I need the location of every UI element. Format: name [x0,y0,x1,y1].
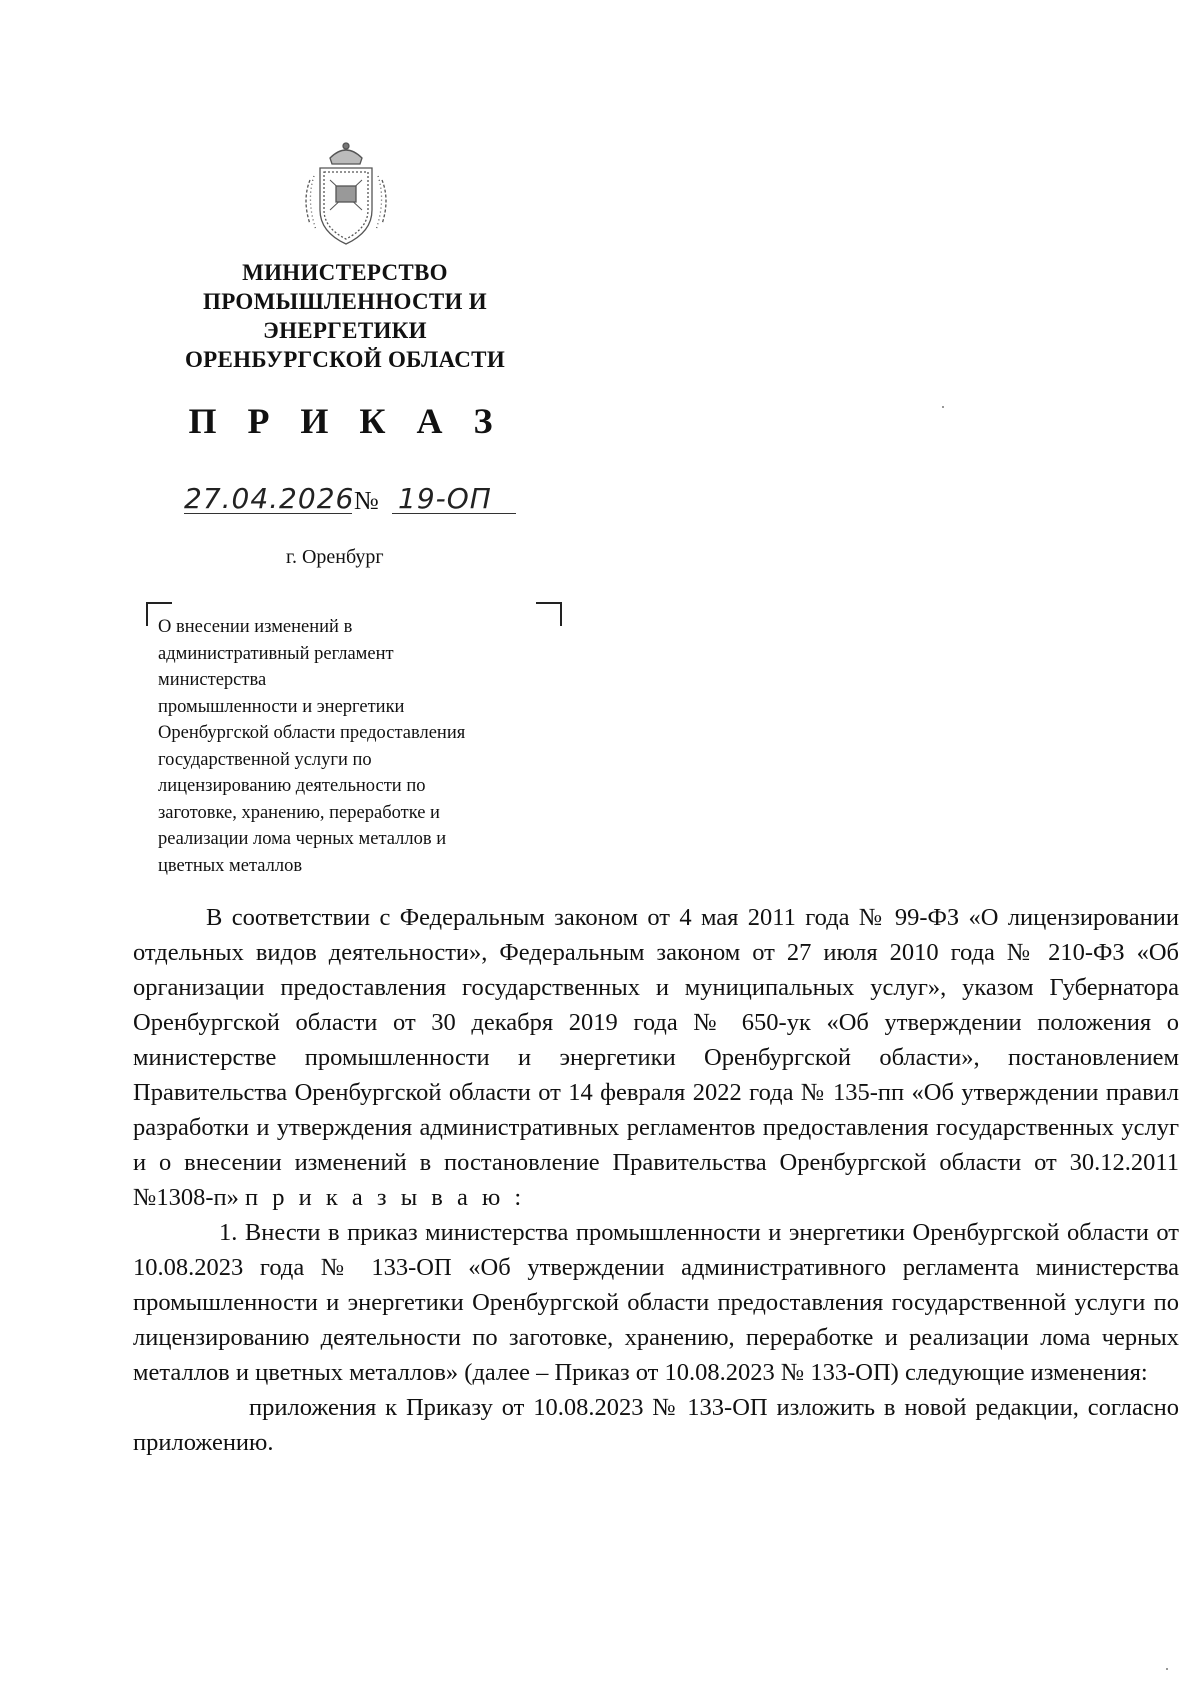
handwritten-date: 27.04.2026 [184,482,355,515]
subject-line: реализации лома черных металлов и [158,829,447,849]
ministry-line: МИНИСТЕРСТВО [242,260,448,285]
subject-line: цветных металлов [158,855,303,876]
city-label: г. Оренбург [286,546,384,568]
subject-line: административный регламент [158,643,394,664]
item-1-sub-paragraph: приложения к Приказу от 10.08.2023 № 133-ОП изложить в новой редакции, согласно приложению. [133,1394,1179,1456]
subject-line: промышленности и энергетики [158,696,405,717]
number-underline [392,513,516,514]
scan-speck [942,406,944,408]
document-body [133,900,1179,1460]
date-underline [184,513,352,514]
registration-line [184,482,584,522]
subject-line: Оренбургской области предоставления [158,723,466,743]
scan-speck [1166,1668,1168,1670]
number-sign: № [354,486,379,515]
coat-of-arms-emblem [300,140,392,248]
subject-line: лицензированию деятельности по [158,776,426,796]
ministry-name [150,258,540,374]
preamble-paragraph [133,900,1179,1215]
subject-line: государственной услуги по [158,749,372,770]
ministry-line: ПРОМЫШЛЕННОСТИ И [203,289,487,314]
ministry-line: ОРЕНБУРГСКОЙ ОБЛАСТИ [184,347,506,372]
order-word: п р и к а з ы в а ю : [245,1184,526,1211]
handwritten-number: 19-ОП [398,482,492,515]
item-1-paragraph: 1. Внести в приказ министерства промышленности и энергетики Оренбургской области от 10.08.2023 года № 133-ОП «Об утверждении административного регламента министерства промышленности и энергетики Оренбургской области предоставления государственной услуги по лицензированию деятельности по заготовке, хранению, переработке и реализации лома черных металлов и цветных металлов» (далее – Приказ от 10.08.2023 № 133-ОП) следующие изменения: [133,1219,1179,1386]
document-type-title: П Р И К А З [188,401,504,441]
preamble-text: В соответствии с Федеральным законом от 4 мая 2011 года № 99-ФЗ «О лицензировании отдельных видов деятельности», Федеральным законом от 27 июля 2010 года № 210-ФЗ «Об организации предоставления государственных и муниципальных услуг», указом Губернатора Оренбургской области от 30 декабря 2019 года № 650-ук «Об утверждении положения о министерстве промышленности и энергетики Оренбургской области», постановлением Правительства Оренбургской области от 14 февраля 2022 года № 135-пп «Об утверждении правил разработки и утверждения административных регламентов предоставления государственных услуг и о внесении изменений в постановление Правительства Оренбургской области от 30.12.2011 №1308-п» [133,904,1179,1211]
subject-line: заготовке, хранению, переработке и [158,802,440,823]
subject-line: министерства [158,670,267,690]
ministry-line: ЭНЕРГЕТИКИ [263,318,427,343]
subject-heading [158,614,558,879]
subject-line: О внесении изменений в [158,617,353,637]
